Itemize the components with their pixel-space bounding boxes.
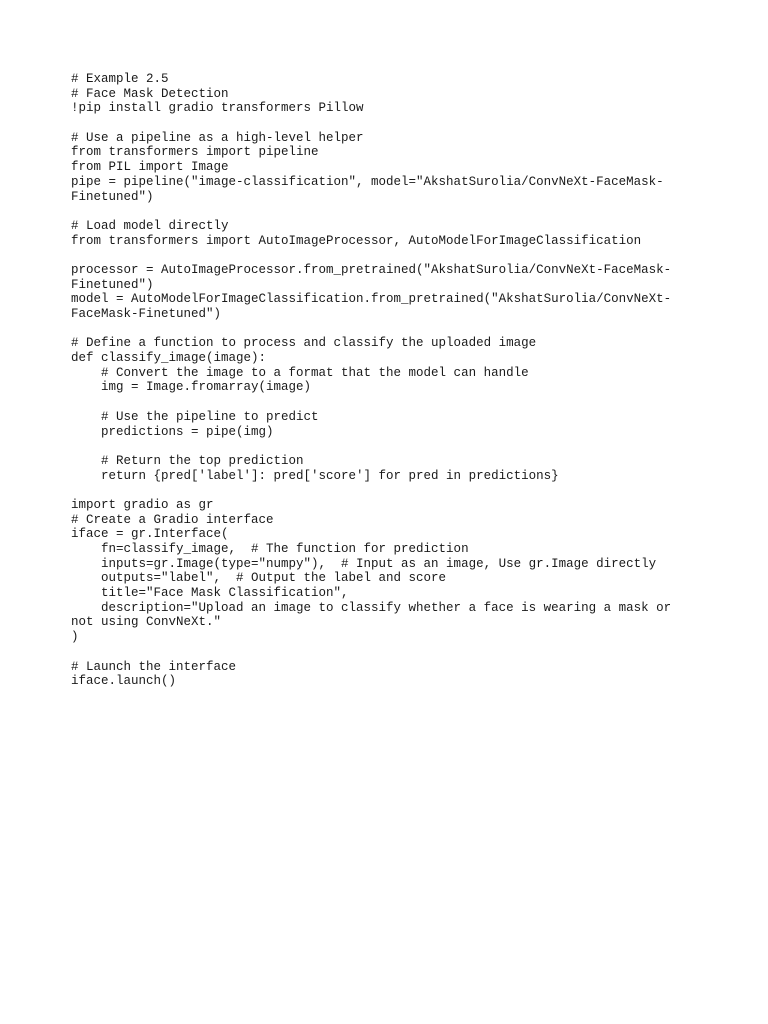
code-line: # Load model directly [71,218,229,233]
code-line: return {pred['label']: pred['score'] for pred in predictions} [71,468,559,483]
code-line [71,645,711,660]
code-line: predictions = pipe(img) [71,424,274,439]
code-line: # Define a function to process and classify the uploaded image [71,336,537,351]
code-line [71,322,711,337]
code-line: FaceMask-Finetuned") [71,307,222,321]
code-line: !pip install gradio transformers Pillow [71,101,364,116]
code-line: model = AutoModelForImageClassification.from_pretrained("AkshatSurolia/ConvNeXt- [71,292,672,307]
code-line: # Example 2.5 [71,72,169,86]
code-line: # Face Mask Detection [71,86,229,101]
code-line: from PIL import Image [71,160,229,175]
code-line [71,395,711,410]
code-line: not using ConvNeXt." [71,615,222,630]
code-line: # Use a pipeline as a high-level helper [71,130,364,145]
code-line: title="Face Mask Classification", [71,586,349,601]
code-line: # Return the top prediction [71,453,304,468]
code-line: fn=classify_image, # The function for prediction [71,542,469,556]
code-line [71,248,711,263]
code-line: pipe = pipeline("image-classification", model="AkshatSurolia/ConvNeXt-FaceMask- [71,174,664,189]
code-line [71,116,711,131]
code-line: # Launch the interface [71,659,237,674]
code-listing [71,72,711,689]
code-line: import gradio as gr [71,497,214,512]
code-line: img = Image.fromarray(image) [71,380,312,395]
code-line: # Use the pipeline to predict [71,409,319,424]
code-line: description="Upload an image to classify whether a face is wearing a mask or [71,600,672,615]
code-line: outputs="label", # Output the label and score [71,571,447,586]
code-line [71,439,711,454]
code-line: ) [71,630,79,645]
code-line: Finetuned") [71,189,154,204]
code-line: processor = AutoImageProcessor.from_pretrained("AkshatSurolia/ConvNeXt-FaceMask- [71,262,672,277]
code-line [71,483,711,498]
code-line: # Create a Gradio interface [71,512,274,527]
code-line: Finetuned") [71,277,154,292]
code-line: iface = gr.Interface( [71,527,229,542]
code-line: def classify_image(image): [71,351,267,366]
code-line: iface.launch() [71,674,177,689]
code-line: # Convert the image to a format that the model can handle [71,365,529,380]
code-line: from transformers import AutoImageProcessor, AutoModelForImageClassification [71,233,642,248]
code-line: from transformers import pipeline [71,145,319,160]
code-line [71,204,711,219]
code-line: inputs=gr.Image(type="numpy"), # Input as an image, Use gr.Image directly [71,556,657,571]
